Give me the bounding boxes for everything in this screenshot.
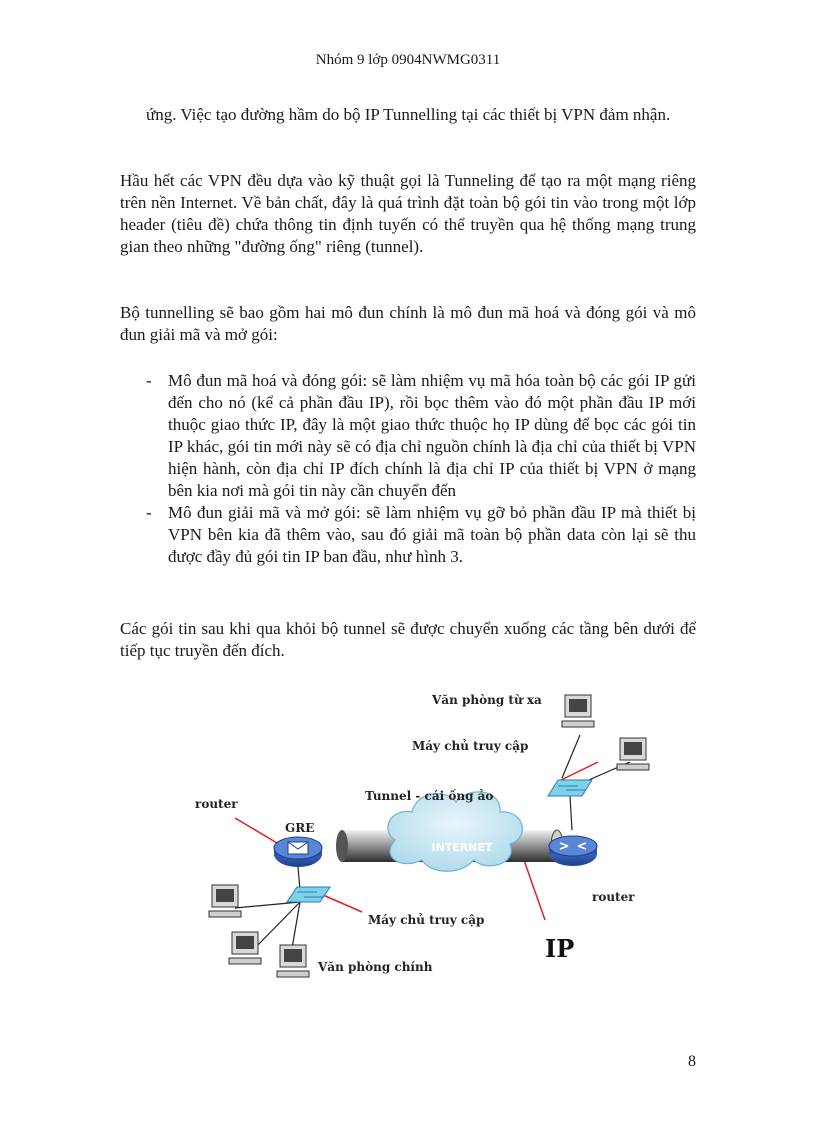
- bullet-item: [146, 370, 696, 502]
- bullet-item: [146, 502, 696, 568]
- remote-office-label: Văn phòng từ xa: [432, 693, 542, 707]
- main-office-label: Văn phòng chính: [318, 960, 433, 974]
- gre-label: GRE: [285, 821, 315, 835]
- internet-label: INTERNET: [431, 841, 493, 854]
- computer-icon: [562, 695, 594, 727]
- ip-label: IP: [545, 934, 575, 963]
- gre-router-icon: [274, 837, 322, 867]
- switch-icon: [548, 780, 592, 796]
- access-server-bottom-label: Máy chủ truy cập: [368, 913, 485, 927]
- page-number: 8: [688, 1053, 696, 1070]
- computer-icon: [209, 885, 241, 917]
- tunnel-label: Tunnel - cái ống ảo: [365, 789, 494, 803]
- bullet-list: [146, 370, 696, 568]
- paragraph-1: ứng. Việc tạo đường hầm do bộ IP Tunnelling tại các thiết bị VPN đảm nhận.: [146, 105, 671, 124]
- computer-icon: [277, 945, 309, 977]
- page-header: Nhóm 9 lớp 0904NWMG0311: [315, 52, 501, 68]
- vpn-tunnel-diagram: [180, 680, 660, 995]
- switch-icon: [287, 887, 330, 902]
- router-icon: [549, 836, 597, 866]
- paragraph-2: Hầu hết các VPN đều dựa vào kỹ thuật gọi là Tunneling để tạo ra một mạng riêng trên nền Internet. Về bản chất, đây là quá trình đặt toàn bộ gói tin vào trong một lớp header (tiêu đề) chứa thông tin định tuyến có thể truyền qua hệ thống mạng trung gian theo những "đường ống" riêng (tunnel).: [120, 171, 696, 256]
- computer-icon: [229, 932, 261, 964]
- router-left-label: router: [195, 797, 238, 811]
- paragraph-4: Các gói tin sau khi qua khỏi bộ tunnel sẽ được chuyển xuống các tầng bên dưới để tiếp tục truyền đến đích.: [120, 619, 696, 660]
- router-right-label: router: [592, 890, 635, 904]
- paragraph-3: Bộ tunnelling sẽ bao gồm hai mô đun chính là mô đun mã hoá và đóng gói và mô đun giải mã và mở gói:: [120, 303, 696, 344]
- bullet-marker: -: [146, 371, 152, 390]
- bullet-text: Mô đun giải mã và mở gói: sẽ làm nhiệm vụ gỡ bỏ phần đầu IP mà thiết bị VPN bên kia đã thêm vào, sau đó giải mã toàn bộ phần data còn lại sẽ thu được đầy đủ gói tin IP ban đầu, như hình 3.: [168, 503, 696, 566]
- bullet-text: Mô đun mã hoá và đóng gói: sẽ làm nhiệm vụ mã hóa toàn bộ các gói IP gửi đến cho nó (kể cả phần đầu IP), rồi bọc thêm vào đó một phần đầu IP mới thuộc giao thức IP, đây là một giao thức thuộc họ IP dùng để bọc các gói tin IP khác, gói tin mới này sẽ có địa chỉ nguồn chính là địa chỉ của thiết bị VPN hiện hành, còn địa chỉ IP đích chính là địa chỉ IP của thiết bị VPN ở mạng bên kia nơi mà gói tin này cần chuyển đến: [168, 371, 696, 500]
- bullet-marker: -: [146, 503, 152, 522]
- internet-cloud-icon: [388, 792, 522, 871]
- computer-icon: [617, 738, 649, 770]
- access-server-top-label: Máy chủ truy cập: [412, 739, 529, 753]
